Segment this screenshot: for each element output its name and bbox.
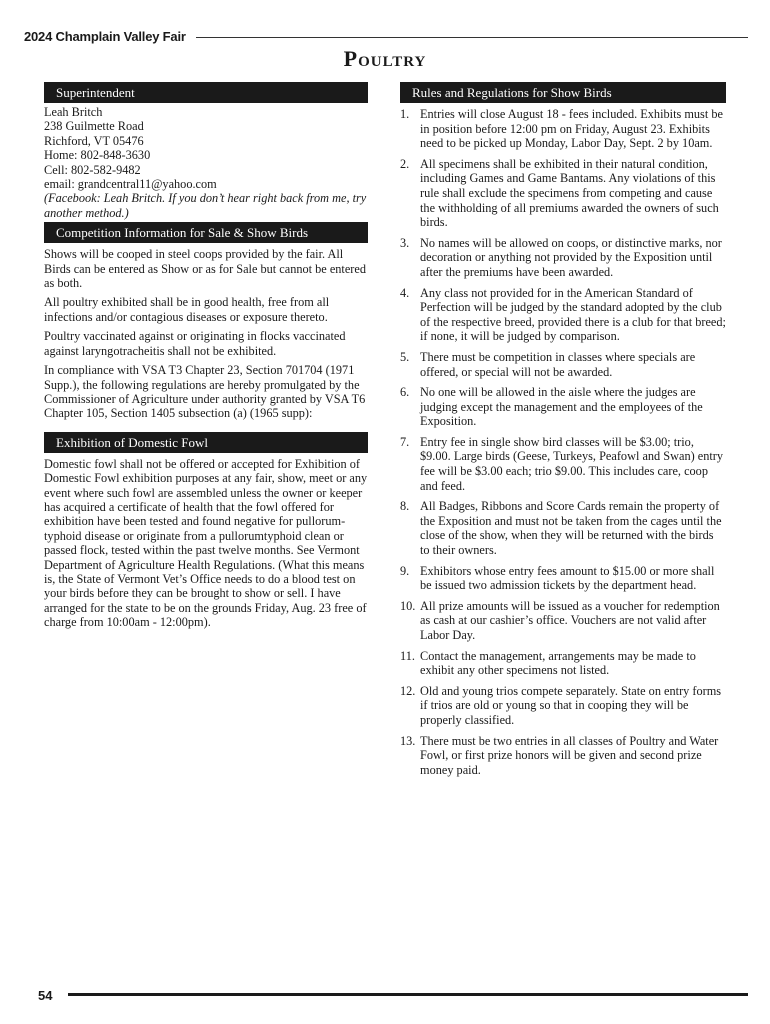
page-title: Poultry [343,46,427,71]
rule-text: All prize amounts will be issued as a voucher for redemption as cash at our cashier’s office. Vouchers are not valid after Labor Day. [420,598,720,642]
rule-item [400,499,726,557]
rule-item [400,107,726,151]
rule-item [400,649,726,678]
page-footer [38,988,748,1006]
rule-text: Entry fee in single show bird classes will be $3.00; trio, $9.00. Large birds (Geese, Turkeys, Peafowl and Swan) entry fee will be $3.00 each; trio $9.00. This includes care, coop and feed. [420,434,724,493]
rule-text: All specimens shall be exhibited in their natural condition, including Games and Game Bantams. Any violations of this rule shall exclude the specimens from competing and cause the withholding of all premiums awarded the owners of such birds. [420,156,719,230]
right-column [400,82,726,783]
contact-email: email: grandcentral11@yahoo.com [44,177,217,192]
page-number: 54 [38,988,53,1003]
rule-number: 13. [400,733,416,748]
contact-street: 238 Guilmette Road [44,119,144,134]
rule-text: Contact the management, arrangements may be made to exhibit any other specimens not listed. [420,648,696,678]
rule-item [400,350,726,379]
superintendent-heading: Superintendent [44,82,368,103]
contact-city: Richford, VT 05476 [44,133,144,148]
rule-item [400,157,726,230]
rule-item [400,385,726,429]
competition-heading: Competition Information for Sale & Show Birds [44,222,368,243]
contact-name: Leah Britch [44,105,103,119]
rule-item [400,734,726,778]
rule-text: There must be two entries in all classes of Poultry and Water Fowl, or first prize honors will be given and second prize money paid. [420,733,719,777]
running-header [24,29,748,47]
rule-number: 8. [400,499,410,514]
competition-paragraph: Poultry vaccinated against or originating in flocks vaccinated against laryngotracheitis shall not be exhibited. [44,329,346,358]
domestic-fowl-paragraph: Domestic fowl shall not be offered or accepted for Exhibition of Domestic Fowl exhibition purposes at any fair, show, meet or any event where such fowl are assembled unless the owner or keeper has acquired a certificate of health that the fowl offered for exhibition have been tested and found negative for pullorum-typhoid disease or originate from a pullorumtyphoid clean or passed flock, tested within the past twelve months. See Vermont Department of Agriculture Health Regulations. (What this means is, the State of Vermont Vet’s Office needs to do a blood test on your birds before they can be brought to show or sell. I have arranged for the state to be on the grounds Friday, Aug. 23 free of charge from 10:00am - 12:00pm). [44,456,368,630]
competition-paragraph: Shows will be cooped in steel coops provided by the fair. All Birds can be entered as Show or as for Sale but cannot be entered as both. [44,247,367,291]
contact-home-phone: Home: 802-848-3630 [44,148,151,163]
competition-paragraph: All poultry exhibited shall be in good health, free from all infections and/or contagious diseases or exposure thereto. [44,295,330,324]
contact-cell-phone: Cell: 802-582-9482 [44,162,141,177]
rule-text: All Badges, Ribbons and Score Cards remain the property of the Exposition and must not be taken from the cages until the close of the show, when they will be returned with the birds to their owners. [420,499,722,558]
rule-item [400,599,726,643]
rule-text: No one will be allowed in the aisle where the judges are judging except the management and the employees of the Exposition. [420,385,703,429]
rule-number: 10. [400,598,416,613]
rule-number: 2. [400,156,410,171]
header-rule [196,37,748,38]
rule-text: Exhibitors whose entry fees amount to $15.00 or more shall be issued two admission tickets by the department head. [420,563,715,593]
rule-number: 1. [400,107,410,121]
rule-text: Entries will close August 18 - fees included. Exhibits must be in position before 12:00 pm on Friday, August 23. Exhibits need to be picked up Monday, Labor Day, Sept. 2 by 10am. [420,107,723,151]
rule-item [400,435,726,493]
superintendent-contact [44,105,368,220]
rule-item [400,286,726,344]
rule-text: Old and young trios compete separately. State on entry forms if trios are old or young so that in cooping they will be properly classified. [420,683,722,727]
rule-number: 4. [400,285,410,300]
rule-number: 11. [400,648,415,663]
rule-number: 9. [400,563,410,578]
fair-title: 2024 Champlain Valley Fair [24,29,186,44]
rules-heading: Rules and Regulations for Show Birds [400,82,726,103]
rules-list [400,107,726,777]
competition-paragraph: In compliance with VSA T3 Chapter 23, Section 701704 (1971 Supp.), the following regulations are hereby promulgated by the Commissioner of Agriculture under authority granted by VSA T6 Chapter 105, Section 1405 subsection (a) (1965 supp): [44,363,366,421]
contact-note: (Facebook: Leah Britch. If you don’t hear right back from me, try another method.) [44,191,367,220]
rule-text: Any class not provided for in the American Standard of Perfection will be judged by the standard adopted by the club of the respective breed, provided there is a club for that breed; if none, it will be judged by comparison. [420,285,726,344]
rule-number: 6. [400,385,410,400]
rule-item [400,564,726,593]
rule-text: There must be competition in classes where specials are offered, or special will not be awarded. [420,349,696,379]
rule-item [400,236,726,280]
rule-number: 12. [400,683,416,698]
rule-item [400,684,726,728]
rule-text: No names will be allowed on coops, or distinctive marks, nor decoration or anything not provided by the Exposition until after the premiums have been awarded. [420,235,722,279]
rule-number: 7. [400,434,410,449]
rule-number: 5. [400,349,410,364]
left-column [44,82,368,635]
rule-number: 3. [400,235,410,250]
footer-rule [68,993,748,996]
domestic-fowl-heading: Exhibition of Domestic Fowl [44,432,368,453]
